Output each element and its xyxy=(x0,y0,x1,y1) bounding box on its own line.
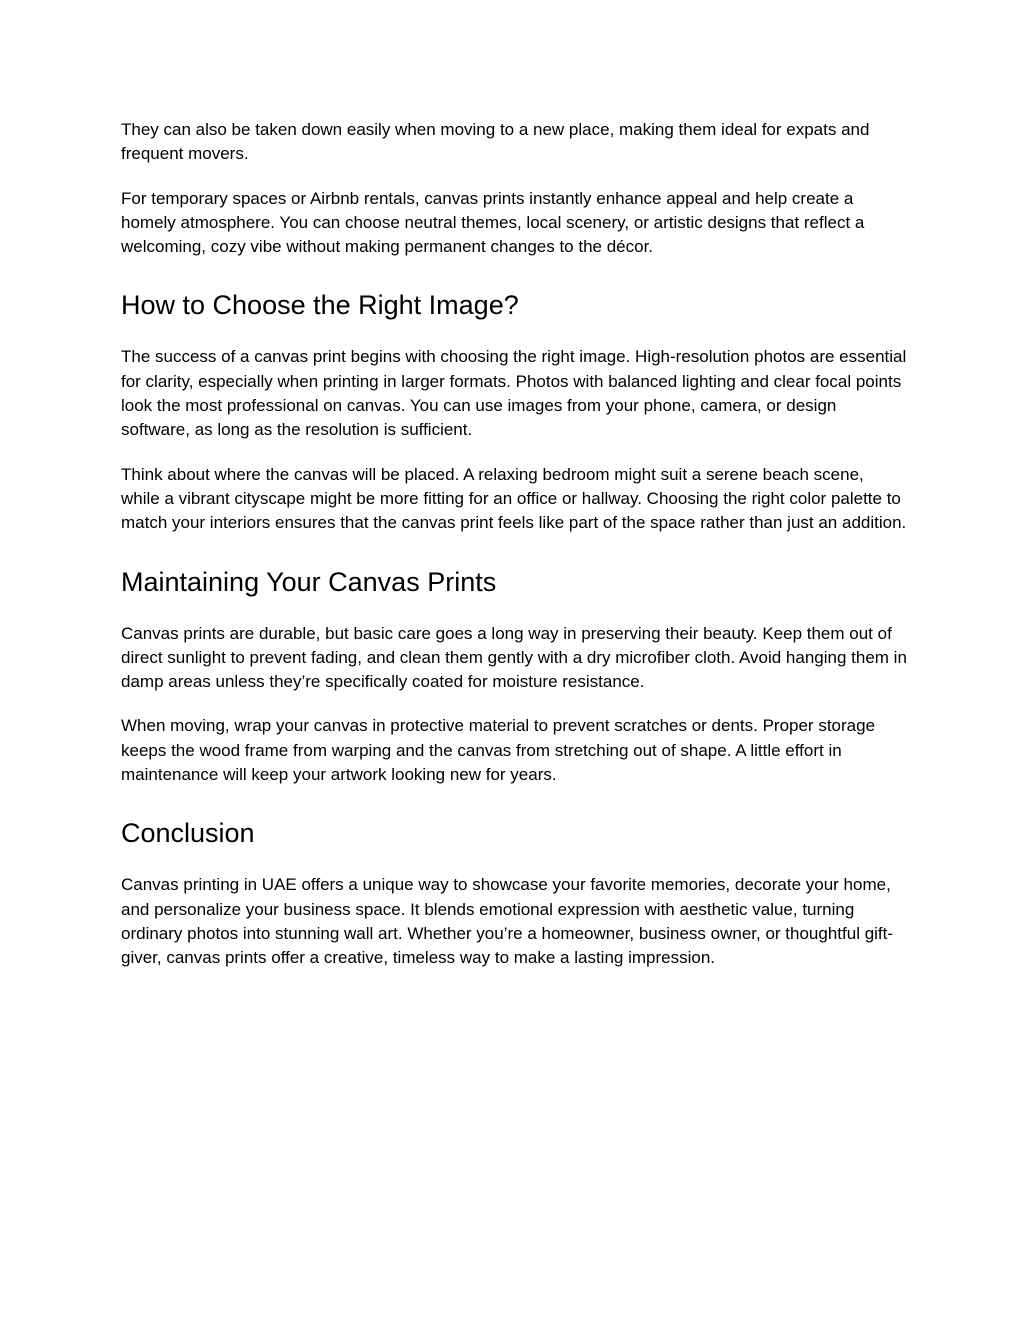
paragraph-moving-storage: When moving, wrap your canvas in protective material to prevent scratches or dents. Proper storage keeps the wood frame from warping and the canvas from stretching out of shape. A little effort in maintenance will keep your artwork looking new for years. xyxy=(121,716,876,785)
heading-conclusion: Conclusion xyxy=(121,818,255,849)
heading-maintaining-prints: Maintaining Your Canvas Prints xyxy=(121,566,497,597)
paragraph-expat-movers: They can also be taken down easily when moving to a new place, making them ideal for expats and frequent movers. xyxy=(121,120,870,164)
paragraph-basic-care: Canvas prints are durable, but basic care goes a long way in preserving their beauty. Keep them out of direct sunlight to prevent fading, and clean them gently with a dry microfiber cloth. Avoid hanging them in damp areas unless they’re specifically coated for moisture resistance. xyxy=(121,623,907,692)
paragraph-airbnb-rentals: For temporary spaces or Airbnb rentals, canvas prints instantly enhance appeal and help create a homely atmosphere. You can choose neutral themes, local scenery, or artistic designs that reflect a welcoming, cozy vibe without making permanent changes to the décor. xyxy=(121,188,865,257)
heading-choose-image: How to Choose the Right Image? xyxy=(121,290,519,321)
paragraph-image-quality: The success of a canvas print begins with choosing the right image. High-resolution photos are essential for clarity, especially when printing in larger formats. Photos with balanced lighting and clear focal points look the most professional on canvas. You can use images from your phone, camera, or design software, as long as the resolution is sufficient. xyxy=(121,347,907,440)
paragraph-conclusion: Canvas printing in UAE offers a unique way to showcase your favorite memories, decorate your home, and personalize your business space. It blends emotional expression with aesthetic value, turning ordinary photos into stunning wall art. Whether you’re a homeowner, business owner, or thoughtful gift-giver, canvas prints offer a creative, timeless way to make a lasting impression. xyxy=(121,875,894,968)
paragraph-canvas-placement: Think about where the canvas will be placed. A relaxing bedroom might suit a serene beach scene, while a vibrant cityscape might be more fitting for an office or hallway. Choosing the right color palette to match your interiors ensures that the canvas print feels like part of the space rather than just an addition. xyxy=(121,464,907,533)
document-page xyxy=(121,118,907,971)
